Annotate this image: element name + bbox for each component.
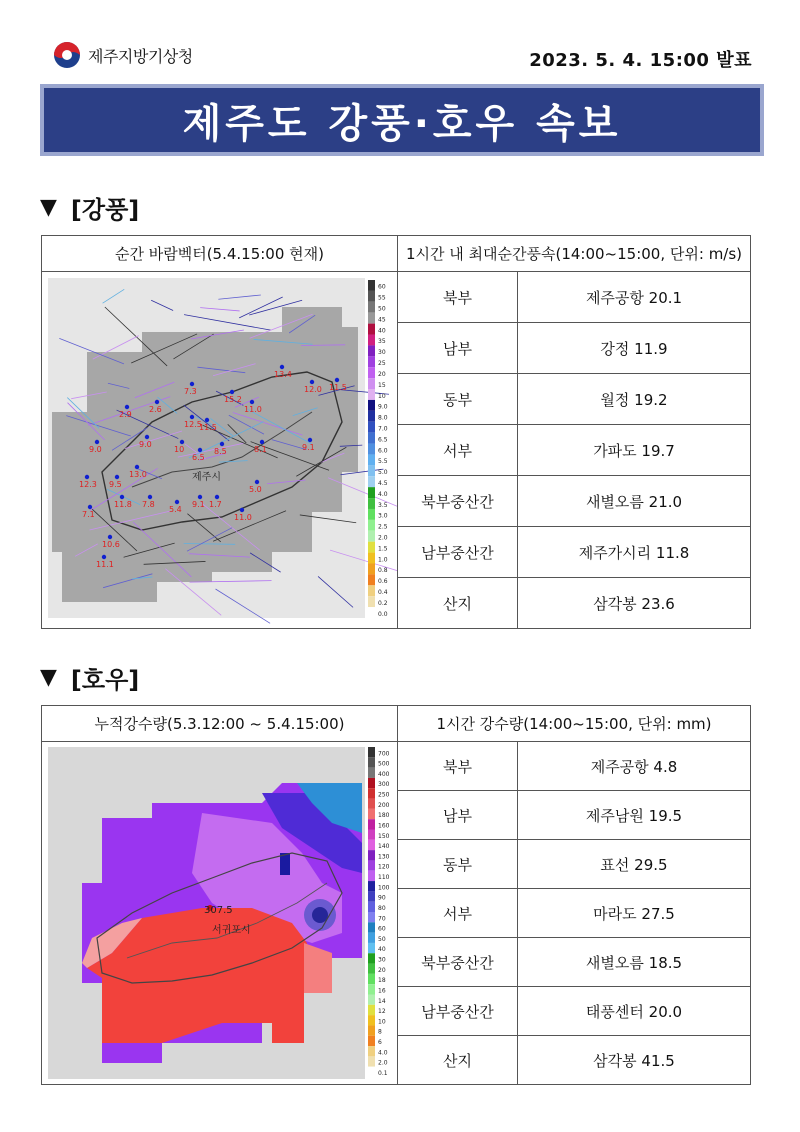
legend-swatch bbox=[368, 1036, 375, 1046]
wind-station-label: 11.0 bbox=[234, 513, 252, 522]
legend-label: 1.5 bbox=[378, 545, 388, 553]
wind-station-label: 13.4 bbox=[274, 370, 292, 379]
legend-label: 18 bbox=[378, 977, 386, 985]
legend-label: 500 bbox=[378, 760, 390, 768]
legend-swatch bbox=[368, 574, 375, 585]
wind-station-point bbox=[230, 390, 234, 394]
legend-swatch bbox=[368, 553, 375, 564]
legend-label: 20 bbox=[378, 370, 386, 378]
wind-station-label: 5.0 bbox=[249, 485, 262, 494]
wind-row-region: 산지 bbox=[398, 578, 518, 629]
triangle-down-icon: ▼ bbox=[40, 195, 57, 220]
legend-swatch bbox=[368, 585, 375, 596]
rain-map-cell bbox=[42, 742, 398, 1085]
wind-station-point bbox=[205, 418, 209, 422]
legend-swatch bbox=[368, 476, 375, 487]
wind-section-heading bbox=[40, 190, 139, 225]
legend-swatch bbox=[368, 563, 375, 574]
wind-station-label: 7.1 bbox=[82, 510, 95, 519]
legend-label: 700 bbox=[378, 750, 390, 758]
legend-swatch bbox=[368, 509, 375, 520]
wind-row-value: 삼각봉 23.6 bbox=[518, 578, 751, 629]
rain-row-region: 산지 bbox=[398, 1036, 518, 1085]
wind-station-label: 9.1 bbox=[302, 443, 315, 452]
rain-accumulation-map bbox=[42, 743, 397, 1083]
legend-label: 30 bbox=[378, 956, 386, 964]
legend-swatch bbox=[368, 912, 375, 922]
legend-label: 70 bbox=[378, 915, 386, 923]
wind-station-label: 11.8 bbox=[114, 500, 132, 509]
wind-station-point bbox=[310, 380, 314, 384]
legend-swatch bbox=[368, 933, 375, 943]
legend-swatch bbox=[368, 1025, 375, 1035]
legend-swatch bbox=[368, 487, 375, 498]
wind-station-point bbox=[308, 438, 312, 442]
legend-label: 1.0 bbox=[378, 556, 388, 564]
legend-swatch bbox=[368, 520, 375, 531]
wind-station-point bbox=[240, 508, 244, 512]
legend-label: 55 bbox=[378, 294, 386, 302]
wind-row-value: 강정 11.9 bbox=[518, 323, 751, 374]
wind-station-point bbox=[88, 505, 92, 509]
legend-swatch bbox=[368, 1015, 375, 1025]
wind-row-value: 월정 19.2 bbox=[518, 374, 751, 425]
legend-label: 16 bbox=[378, 987, 386, 995]
wind-color-legend bbox=[368, 280, 388, 618]
legend-swatch bbox=[368, 768, 375, 778]
legend-swatch bbox=[368, 1046, 375, 1056]
legend-label: 0.2 bbox=[378, 599, 388, 607]
wind-station-label: 9.0 bbox=[139, 440, 152, 449]
wind-station-label: 5.4 bbox=[169, 505, 182, 514]
legend-label: 20 bbox=[378, 966, 386, 974]
legend-label: 130 bbox=[378, 853, 390, 861]
legend-label: 300 bbox=[378, 781, 390, 789]
legend-label: 4.5 bbox=[378, 479, 388, 487]
wind-station-label: 12.3 bbox=[79, 480, 97, 489]
wind-station-point bbox=[148, 495, 152, 499]
legend-swatch bbox=[368, 465, 375, 476]
legend-label: 4.0 bbox=[378, 490, 388, 498]
legend-label: 110 bbox=[378, 874, 390, 881]
legend-swatch bbox=[368, 302, 375, 313]
legend-swatch bbox=[368, 454, 375, 465]
legend-label: 5.0 bbox=[378, 469, 388, 477]
wind-station-label: 9.5 bbox=[109, 480, 122, 489]
legend-swatch bbox=[368, 280, 375, 291]
wind-station-point bbox=[155, 400, 159, 404]
wind-table-header: 1시간 내 최대순간풍속(14:00~15:00, 단위: m/s) bbox=[398, 236, 751, 272]
legend-swatch bbox=[368, 1005, 375, 1015]
wind-station-label: 7.3 bbox=[184, 387, 197, 396]
wind-station-point bbox=[135, 465, 139, 469]
wind-row-value: 제주가시리 11.8 bbox=[518, 527, 751, 578]
legend-label: 3.0 bbox=[378, 512, 388, 520]
legend-label: 400 bbox=[378, 770, 390, 778]
legend-swatch bbox=[368, 891, 375, 901]
legend-swatch bbox=[368, 788, 375, 798]
rain-row-value: 표선 29.5 bbox=[518, 840, 751, 889]
legend-swatch bbox=[368, 444, 375, 455]
legend-swatch bbox=[368, 922, 375, 932]
wind-row-region: 서부 bbox=[398, 425, 518, 476]
issued-time: 2023. 5. 4. 15:00 발표 bbox=[529, 50, 752, 71]
wind-station-label: 9.1 bbox=[192, 500, 205, 509]
legend-label: 0.0 bbox=[378, 610, 388, 618]
legend-swatch bbox=[368, 871, 375, 881]
wind-station-label: 11.5 bbox=[329, 383, 347, 392]
wind-station-label: 12.5 bbox=[184, 420, 202, 429]
legend-swatch bbox=[368, 335, 375, 346]
wind-station-point bbox=[125, 405, 129, 409]
legend-label: 60 bbox=[378, 925, 386, 933]
rain-row-value: 마라도 27.5 bbox=[518, 889, 751, 938]
rain-map-header: 누적강수량(5.3.12:00 ~ 5.4.15:00) bbox=[42, 706, 398, 742]
legend-label: 6.5 bbox=[378, 436, 388, 444]
legend-swatch bbox=[368, 542, 375, 553]
rain-table-header: 1시간 강수량(14:00~15:00, 단위: mm) bbox=[398, 706, 751, 742]
legend-label: 140 bbox=[378, 843, 390, 851]
wind-station-point bbox=[120, 495, 124, 499]
legend-swatch bbox=[368, 902, 375, 912]
wind-row-region: 남부 bbox=[398, 323, 518, 374]
legend-swatch bbox=[368, 953, 375, 963]
legend-swatch bbox=[368, 974, 375, 984]
wind-station-label: 2.9 bbox=[119, 410, 132, 419]
wind-station-label: 7.8 bbox=[142, 500, 155, 509]
wind-section-label: [강풍] bbox=[70, 196, 140, 224]
legend-label: 15 bbox=[378, 381, 386, 389]
rain-row-value: 제주남원 19.5 bbox=[518, 791, 751, 840]
legend-label: 180 bbox=[378, 812, 390, 820]
legend-label: 8.0 bbox=[378, 414, 388, 422]
legend-label: 80 bbox=[378, 904, 386, 912]
legend-swatch bbox=[368, 389, 375, 400]
wind-station-point bbox=[198, 448, 202, 452]
rain-max-label: 307.5 bbox=[204, 905, 233, 916]
legend-label: 90 bbox=[378, 894, 386, 902]
wind-station-point bbox=[190, 382, 194, 386]
wind-row-value: 새별오름 21.0 bbox=[518, 476, 751, 527]
legend-label: 120 bbox=[378, 863, 390, 871]
rain-table bbox=[41, 705, 751, 1085]
legend-label: 0.1 bbox=[378, 1069, 388, 1077]
wind-station-point bbox=[255, 480, 259, 484]
rain-row-value: 제주공항 4.8 bbox=[518, 742, 751, 791]
legend-swatch bbox=[368, 799, 375, 809]
wind-station-point bbox=[145, 435, 149, 439]
wind-station-label: 12.0 bbox=[304, 385, 322, 394]
wind-station-point bbox=[190, 415, 194, 419]
legend-swatch bbox=[368, 809, 375, 819]
legend-label: 60 bbox=[378, 283, 386, 291]
legend-swatch bbox=[368, 830, 375, 840]
wind-station-label: 8.1 bbox=[254, 445, 267, 454]
legend-label: 30 bbox=[378, 349, 386, 357]
wind-row-value: 가파도 19.7 bbox=[518, 425, 751, 476]
legend-swatch bbox=[368, 1056, 375, 1066]
legend-label: 10 bbox=[378, 1018, 386, 1026]
wind-station-label: 11.0 bbox=[244, 405, 262, 414]
wind-station-point bbox=[102, 555, 106, 559]
legend-label: 250 bbox=[378, 791, 390, 799]
legend-swatch bbox=[368, 422, 375, 433]
wind-station-point bbox=[180, 440, 184, 444]
legend-label: 2.0 bbox=[378, 534, 388, 542]
rain-row-region: 동부 bbox=[398, 840, 518, 889]
wind-map-header: 순간 바람벡터(5.4.15:00 현재) bbox=[42, 236, 398, 272]
wind-station-label: 2.6 bbox=[149, 405, 162, 414]
legend-swatch bbox=[368, 411, 375, 422]
wind-station-point bbox=[260, 440, 264, 444]
page-title: 제주도 강풍·호우 속보 bbox=[182, 100, 622, 147]
legend-label: 4.0 bbox=[378, 1049, 388, 1057]
legend-swatch bbox=[368, 995, 375, 1005]
wind-station-label: 11.5 bbox=[199, 423, 217, 432]
legend-swatch bbox=[368, 607, 375, 618]
rain-row-region: 서부 bbox=[398, 889, 518, 938]
legend-label: 2.0 bbox=[378, 1059, 388, 1067]
kma-emblem-icon bbox=[52, 40, 82, 70]
wind-station-label: 11.1 bbox=[96, 560, 114, 569]
legend-swatch bbox=[368, 531, 375, 542]
rain-row-region: 남부중산간 bbox=[398, 987, 518, 1036]
legend-label: 14 bbox=[378, 997, 386, 1005]
wind-row-region: 동부 bbox=[398, 374, 518, 425]
rain-section-heading bbox=[40, 660, 139, 695]
legend-swatch bbox=[368, 850, 375, 860]
rain-section-label: [호우] bbox=[70, 666, 140, 694]
legend-swatch bbox=[368, 291, 375, 302]
legend-label: 200 bbox=[378, 801, 390, 809]
wind-station-point bbox=[95, 440, 99, 444]
rain-row-value: 새별오름 18.5 bbox=[518, 938, 751, 987]
legend-swatch bbox=[368, 367, 375, 378]
legend-swatch bbox=[368, 840, 375, 850]
org-name: 제주지방기상청 bbox=[88, 46, 193, 66]
wind-row-region: 북부중산간 bbox=[398, 476, 518, 527]
wind-station-label: 15.2 bbox=[224, 395, 242, 404]
legend-label: 35 bbox=[378, 338, 386, 346]
legend-label: 100 bbox=[378, 884, 390, 892]
rain-row-value: 삼각봉 41.5 bbox=[518, 1036, 751, 1085]
legend-label: 8 bbox=[378, 1028, 382, 1036]
wind-table bbox=[41, 235, 751, 629]
wind-station-point bbox=[85, 475, 89, 479]
wind-station-label: 13.0 bbox=[129, 470, 147, 479]
legend-swatch bbox=[368, 498, 375, 509]
wind-station-label: 6.5 bbox=[192, 453, 205, 462]
legend-label: 9.0 bbox=[378, 403, 388, 411]
legend-swatch bbox=[368, 433, 375, 444]
legend-label: 0.8 bbox=[378, 567, 388, 575]
title-band bbox=[40, 84, 764, 156]
legend-swatch bbox=[368, 819, 375, 829]
legend-label: 5.5 bbox=[378, 458, 388, 466]
rain-row-region: 남부 bbox=[398, 791, 518, 840]
legend-label: 2.5 bbox=[378, 523, 388, 531]
legend-swatch bbox=[368, 881, 375, 891]
wind-city-label: 제주시 bbox=[192, 472, 221, 483]
wind-station-label: 10 bbox=[174, 445, 185, 454]
legend-label: 3.5 bbox=[378, 501, 388, 509]
wind-row-region: 북부 bbox=[398, 272, 518, 323]
wind-station-label: 1.7 bbox=[209, 500, 222, 509]
legend-swatch bbox=[368, 747, 375, 757]
legend-swatch bbox=[368, 596, 375, 607]
legend-swatch bbox=[368, 984, 375, 994]
wind-station-label: 10.6 bbox=[102, 540, 120, 549]
legend-swatch bbox=[368, 400, 375, 411]
legend-swatch bbox=[368, 378, 375, 389]
rain-row-region: 북부 bbox=[398, 742, 518, 791]
legend-swatch bbox=[368, 964, 375, 974]
legend-swatch bbox=[368, 860, 375, 870]
legend-swatch bbox=[368, 943, 375, 953]
rain-row-value: 태풍센터 20.0 bbox=[518, 987, 751, 1036]
wind-station-point bbox=[220, 442, 224, 446]
wind-station-label: 8.5 bbox=[214, 447, 227, 456]
legend-label: 6.0 bbox=[378, 447, 388, 455]
legend-label: 0.4 bbox=[378, 589, 388, 597]
wind-map-cell bbox=[42, 272, 398, 629]
rain-row-region: 북부중산간 bbox=[398, 938, 518, 987]
legend-label: 0.6 bbox=[378, 578, 388, 586]
legend-swatch bbox=[368, 757, 375, 767]
legend-swatch bbox=[368, 324, 375, 335]
legend-label: 45 bbox=[378, 316, 386, 324]
legend-label: 150 bbox=[378, 832, 390, 840]
wind-station-point bbox=[198, 495, 202, 499]
legend-label: 40 bbox=[378, 946, 386, 954]
legend-label: 25 bbox=[378, 360, 386, 368]
legend-swatch bbox=[368, 356, 375, 367]
report-header bbox=[52, 38, 752, 74]
kma-logo bbox=[52, 40, 193, 70]
triangle-down-icon: ▼ bbox=[40, 665, 57, 690]
legend-label: 6 bbox=[378, 1039, 382, 1046]
wind-station-label: 9.0 bbox=[89, 445, 102, 454]
legend-swatch bbox=[368, 345, 375, 356]
wind-station-point bbox=[280, 365, 284, 369]
legend-label: 50 bbox=[378, 935, 386, 943]
legend-label: 12 bbox=[378, 1008, 386, 1016]
legend-label: 160 bbox=[378, 822, 390, 830]
wind-row-value: 제주공항 20.1 bbox=[518, 272, 751, 323]
legend-swatch bbox=[368, 313, 375, 324]
legend-label: 7.0 bbox=[378, 425, 388, 433]
wind-station-point bbox=[115, 475, 119, 479]
wind-station-point bbox=[335, 378, 339, 382]
legend-label: 40 bbox=[378, 327, 386, 335]
wind-station-point bbox=[250, 400, 254, 404]
wind-row-region: 남부중산간 bbox=[398, 527, 518, 578]
wind-station-point bbox=[215, 495, 219, 499]
legend-swatch bbox=[368, 1067, 375, 1077]
wind-station-point bbox=[108, 535, 112, 539]
wind-station-point bbox=[175, 500, 179, 504]
rain-city-label: 서귀포시 bbox=[212, 925, 251, 936]
legend-swatch bbox=[368, 778, 375, 788]
legend-label: 50 bbox=[378, 305, 386, 313]
wind-vector-map bbox=[42, 272, 397, 628]
legend-label: 10 bbox=[378, 392, 386, 400]
